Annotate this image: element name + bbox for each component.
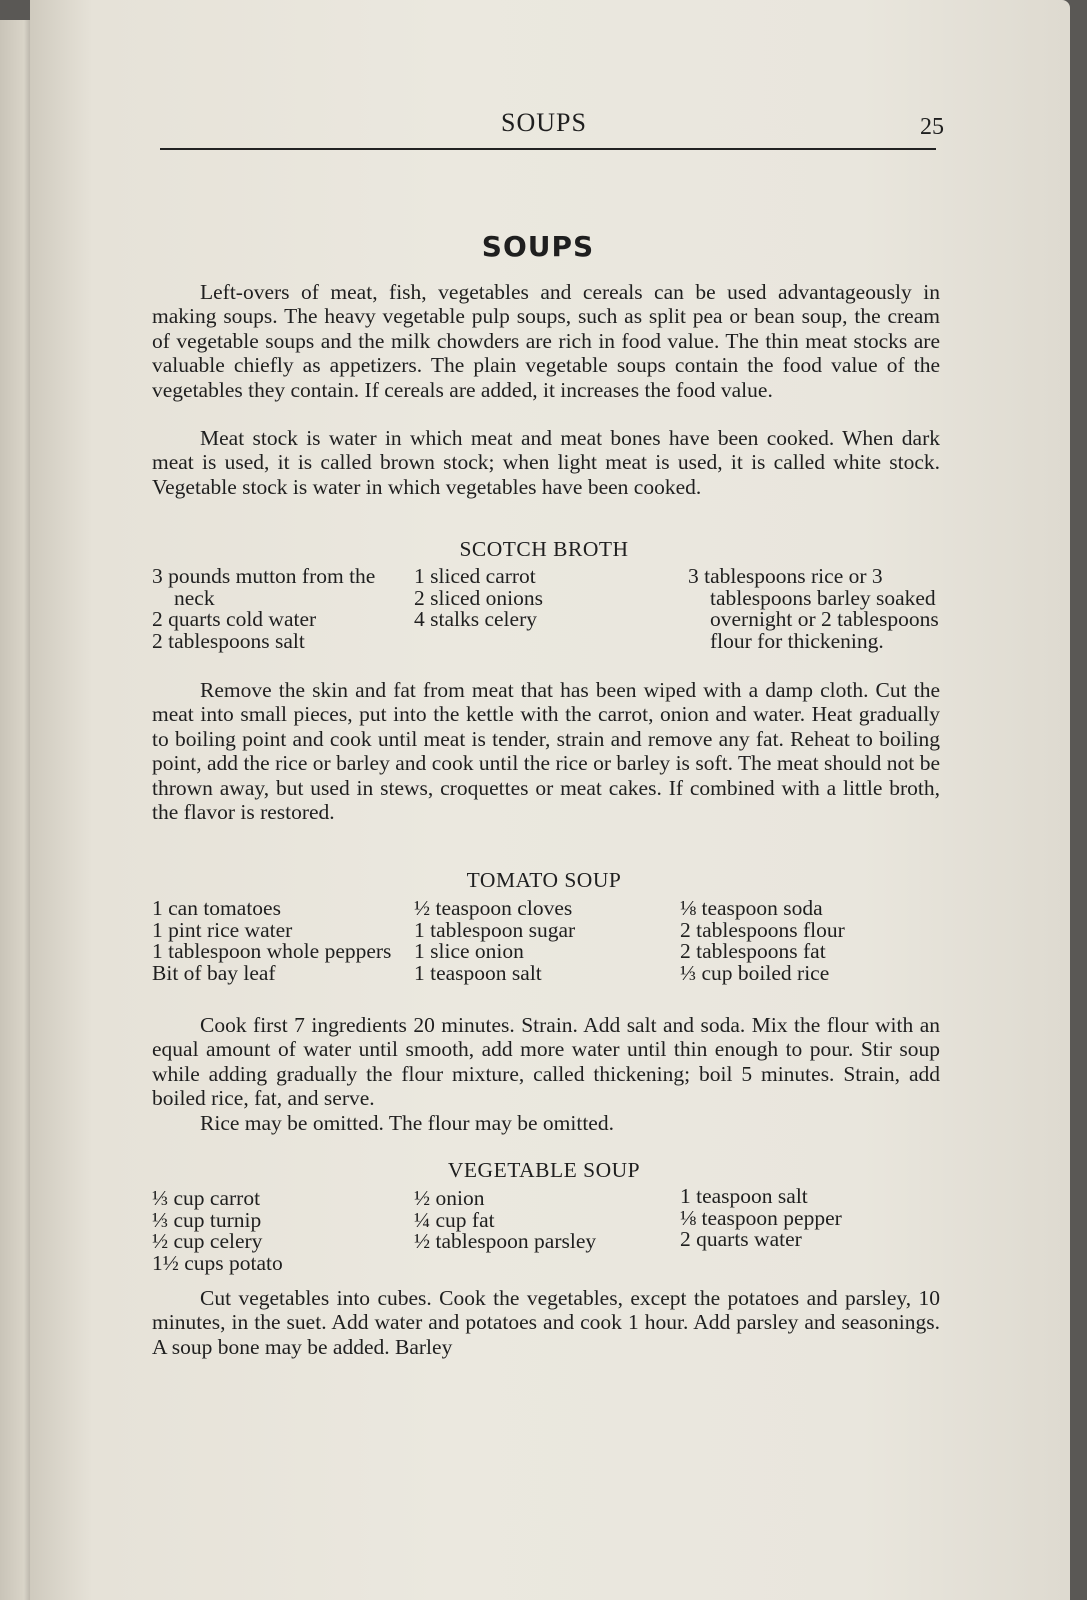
intro-paragraph: Left-overs of meat, fish, vegetables and cereals can be used advantageously in making soups. The heavy vegetable pulp soups, such as split pea or bean soup, the cream of vegetable soups and the milk chowders are rich in food value. The thin meat stocks are valuable chiefly as appetizers. The plain vegetable soups contain the food value of the vegetables they contain. If cereals are added, it increases the food value. <box>152 280 940 402</box>
ingredient: 2 tablespoons salt <box>152 628 305 653</box>
running-head <box>152 108 944 152</box>
ingredient: ½ cup celery <box>152 1229 263 1253</box>
ingredient: 1 tablespoon sugar <box>414 917 576 942</box>
ingredient: ⅓ cup turnip <box>152 1207 262 1232</box>
ingredient: ½ teaspoon cloves <box>414 896 573 920</box>
ingredient: 1 can tomatoes <box>152 896 281 920</box>
chapter-title: SOUPS <box>481 230 595 263</box>
directions-paragraph: Cook first 7 ingredients 20 minutes. Strain. Add salt and soda. Mix the flour with an equal amount of water until smooth, add more water until thin enough to pour. Stir soup while adding gradually the flour mixture, called thickening; boil 5 minutes. Strain, add boiled rice, fat, and serve. <box>152 1013 940 1111</box>
ingredient-column <box>414 566 664 631</box>
ingredient: 1½ cups potato <box>152 1250 283 1275</box>
ingredient-column <box>688 566 940 652</box>
ingredient-column <box>152 566 402 652</box>
recipe-title: VEGETABLE SOUP <box>447 1158 641 1182</box>
ingredient-column <box>152 1188 392 1274</box>
header-rule <box>160 148 936 150</box>
ingredient: Bit of bay leaf <box>152 960 276 985</box>
ingredient: ⅛ teaspoon soda <box>680 896 823 920</box>
book-page <box>30 0 1070 1600</box>
ingredient-column <box>414 1188 674 1253</box>
ingredient: 2 tablespoons fat <box>680 939 826 963</box>
ingredient: ⅓ cup boiled rice <box>680 960 830 985</box>
ingredient: ¼ cup fat <box>414 1207 495 1232</box>
ingredient-column <box>680 1186 940 1251</box>
ingredient: 1 pint rice water <box>152 917 293 942</box>
ingredient: 3 tablespoons rice or 3 tablespoons barley soaked overnight or 2 tablespoons flour for thickening. <box>688 564 939 653</box>
ingredient-column <box>414 898 674 984</box>
ingredient: ½ onion <box>414 1186 485 1210</box>
ingredient: 1 teaspoon salt <box>680 1184 808 1208</box>
directions-paragraph: Remove the skin and fat from meat that has been wiped with a damp cloth. Cut the meat into small pieces, put into the kettle with the carrot, onion and water. Heat gradually to boiling point and cook until meat is tender, strain and remove any fat. Reheat to boiling point, add the rice or barley and cook until the rice or barley is soft. The meat should not be thrown away, but used in stews, croquettes or meat cakes. If combined with a little broth, the flavor is restored. <box>152 678 940 825</box>
ingredient: 3 pounds mutton from the neck <box>152 564 376 610</box>
ingredient: 2 quarts cold water <box>152 607 317 631</box>
ingredient: 2 tablespoons flour <box>680 917 845 942</box>
ingredient: 2 quarts water <box>680 1227 802 1251</box>
ingredient: 1 teaspoon salt <box>414 960 542 985</box>
ingredient-column <box>152 898 392 984</box>
ingredient: ⅛ teaspoon pepper <box>680 1205 842 1230</box>
ingredient: ½ tablespoon parsley <box>414 1229 597 1253</box>
ingredient: 4 stalks celery <box>414 607 537 631</box>
directions-paragraph: Rice may be omitted. The flour may be omitted. <box>200 1111 614 1135</box>
ingredient: ⅓ cup carrot <box>152 1186 261 1210</box>
running-title: SOUPS <box>501 108 587 137</box>
ingredient: 1 sliced carrot <box>414 564 536 588</box>
ingredient: 1 slice onion <box>414 939 524 963</box>
ingredient: 1 tablespoon whole peppers <box>152 939 392 963</box>
directions-paragraph: Cut vegetables into cubes. Cook the vegetables, except the potatoes and parsley, 10 minutes, in the suet. Add water and potatoes and cook 1 hour. Add parsley and seasonings. A soup bone may be added. Barley <box>152 1286 940 1359</box>
page-number: 25 <box>920 114 944 140</box>
ingredient-column <box>680 898 940 984</box>
recipe-title: SCOTCH BROTH <box>459 537 629 561</box>
recipe-title: TOMATO SOUP <box>466 868 622 892</box>
intro-paragraph: Meat stock is water in which meat and meat bones have been cooked. When dark meat is used, it is called brown stock; when light meat is used, it is called white stock. Vegetable stock is water in which vegetables have been cooked. <box>152 426 940 499</box>
ingredient: 2 sliced onions <box>414 585 543 610</box>
